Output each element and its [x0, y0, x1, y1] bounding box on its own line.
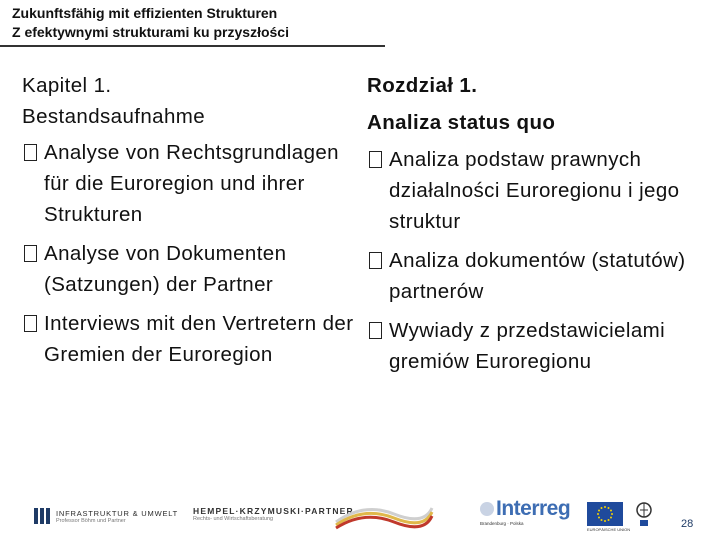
- left-heading-chapter: Kapitel 1.: [22, 74, 112, 97]
- right-heading-chapter: Rozdział 1.: [367, 74, 478, 97]
- slide-footer: [0, 490, 720, 540]
- left-column-german: [22, 70, 362, 378]
- checkbox-bullet-icon: [24, 315, 37, 332]
- right-heading: [367, 70, 712, 138]
- right-column-polish: [367, 70, 712, 385]
- bullet-text: Analiza dokumentów (statutów) partnerów: [389, 249, 686, 303]
- ibu-logo-subtitle: Professor Böhm und Partner: [56, 517, 126, 524]
- checkbox-bullet-icon: [369, 322, 382, 339]
- hkp-logo-name: HEMPEL·KRZYMUSKI·PARTNER: [193, 506, 354, 516]
- page-number: 28: [681, 518, 694, 530]
- left-bullet-list: [22, 137, 362, 370]
- left-heading: [22, 70, 362, 132]
- list-item: [22, 308, 362, 370]
- interreg-subtitle: Brandenburg · Polska: [480, 521, 524, 526]
- header-title-german: Zukunftsfähig mit effizienten Strukturen: [12, 5, 278, 21]
- regional-emblem-icon: [634, 500, 654, 528]
- hkp-logo-subtitle: Rechts- und Wirtschaftsberatung: [193, 516, 274, 522]
- list-item: [22, 137, 362, 230]
- header-divider: [0, 45, 385, 47]
- bars-icon: [34, 508, 50, 524]
- checkbox-bullet-icon: [24, 144, 37, 161]
- bullet-text: Interviews mit den Vertretern der Gremien der Euroregion: [44, 312, 354, 366]
- list-item: [367, 144, 712, 237]
- bullet-text: Analyse von Rechtsgrundlagen für die Euroregion und ihrer Strukturen: [44, 141, 339, 226]
- header-title-polish: Z efektywnymi strukturami ku przyszłości: [12, 24, 289, 40]
- infrastruktur-umwelt-logo: [34, 504, 178, 528]
- interreg-circle-icon: [480, 502, 494, 516]
- right-bullet-list: [367, 144, 712, 377]
- slide-header: [0, 0, 720, 48]
- checkbox-bullet-icon: [369, 151, 382, 168]
- hempel-krzymuski-partner-logo: [193, 506, 354, 522]
- list-item: [367, 315, 712, 377]
- list-item: [22, 238, 362, 300]
- eu-flag-icon: [587, 502, 623, 526]
- eu-flag-caption: EUROPÄISCHE UNION: [587, 527, 631, 532]
- ibu-logo-name: INFRASTRUKTUR & UMWELT: [56, 508, 179, 518]
- checkbox-bullet-icon: [24, 245, 37, 262]
- right-heading-title: Analiza status quo: [367, 111, 556, 134]
- flag-swoosh-icon: [334, 500, 434, 532]
- interreg-logo: [480, 498, 590, 536]
- interreg-name: Interreg: [496, 497, 571, 520]
- list-item: [367, 245, 712, 307]
- bullet-text: Wywiady z przedstawicielami gremiów Euroregionu: [389, 319, 666, 373]
- bullet-text: Analyse von Dokumenten (Satzungen) der Partner: [44, 242, 287, 296]
- checkbox-bullet-icon: [369, 252, 382, 269]
- left-heading-title: Bestandsaufnahme: [22, 105, 206, 128]
- bullet-text: Analiza podstaw prawnych działalności Euroregionu i jego struktur: [389, 148, 680, 233]
